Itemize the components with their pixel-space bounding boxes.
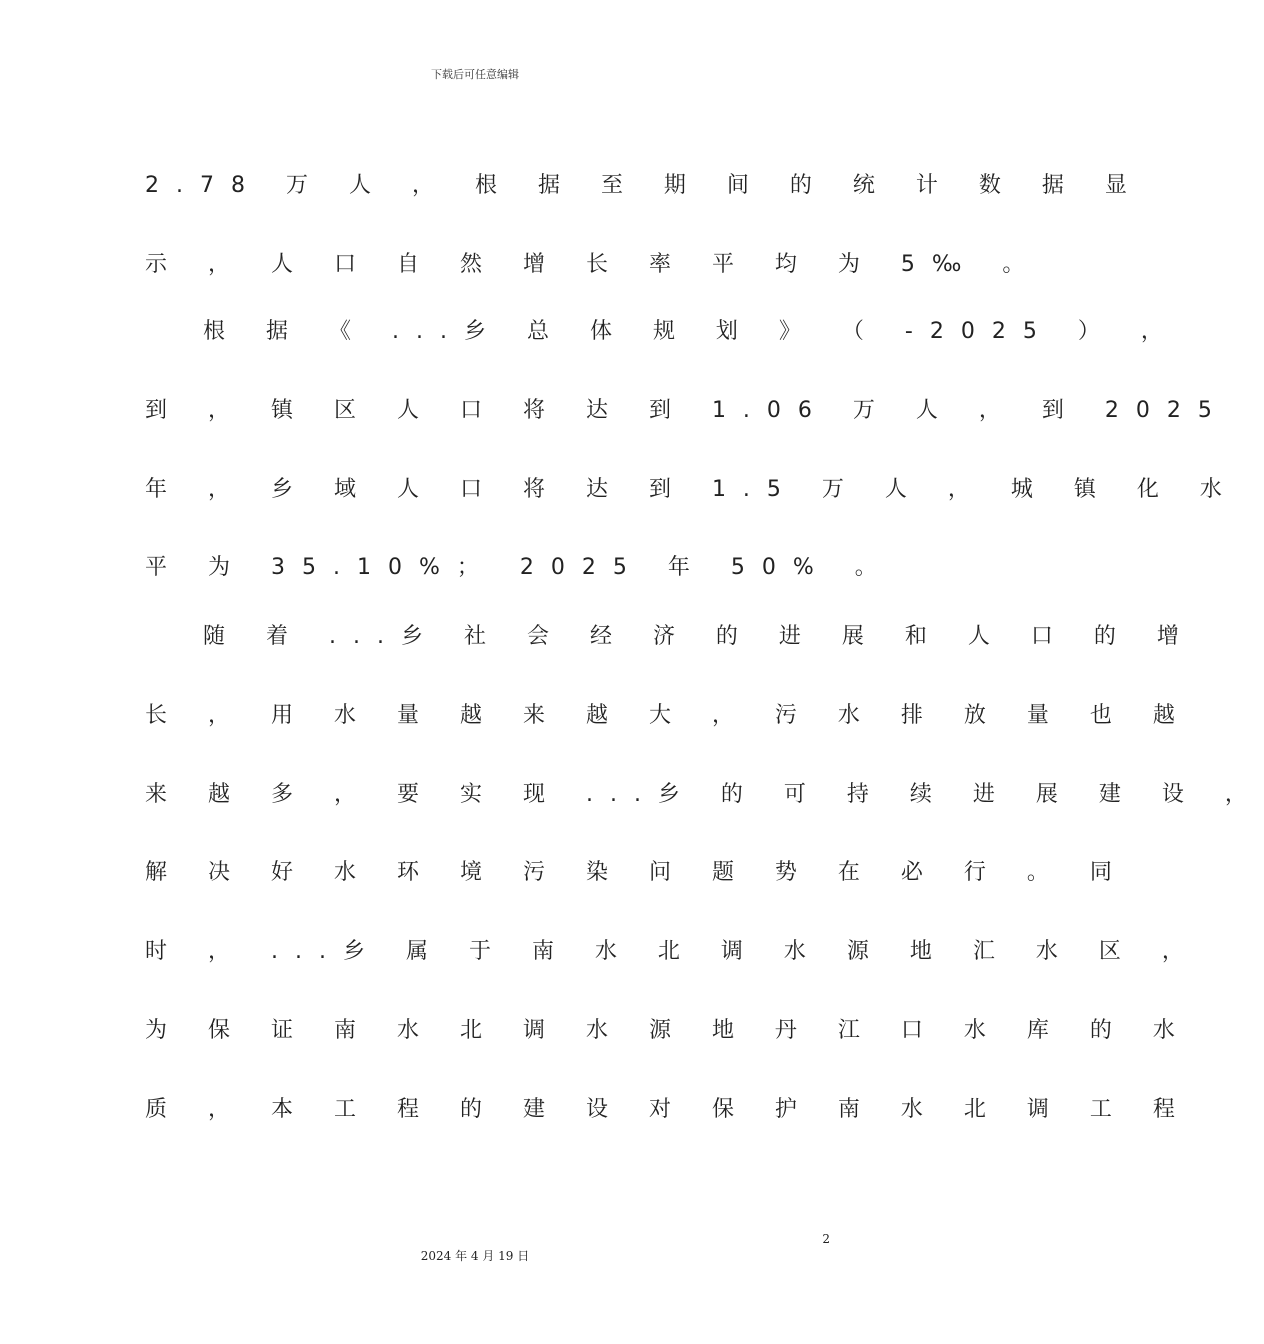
body-line: 时 ， ...乡 属 于 南 水 北 调 水 源 地 汇 水 区 ， <box>145 939 1201 964</box>
body-line: 质 ， 本 工 程 的 建 设 对 保 护 南 水 北 调 工 程 <box>145 1097 1192 1122</box>
body-line: 解 决 好 水 环 境 污 染 问 题 势 在 必 行 。 同 <box>145 860 1129 885</box>
body-line: 年 ， 乡 域 人 口 将 达 到 1.5 万 人 ， 城 镇 化 水 <box>145 477 1239 502</box>
paragraph-first-line: 根 据 《 ...乡 总 体 规 划 》 （ -2025 ） ， <box>203 319 1180 344</box>
paragraph-first-line: 随 着 ...乡 社 会 经 济 的 进 展 和 人 口 的 增 <box>203 624 1196 649</box>
body-line: 示 ， 人 口 自 然 增 长 率 平 均 为 5‰ 。 <box>145 252 1042 277</box>
body-line: 为 保 证 南 水 北 调 水 源 地 丹 江 口 水 库 的 水 <box>145 1018 1192 1043</box>
page-footer-date: 2024 年 4 月 19 日 <box>420 1249 530 1263</box>
body-line: 长 ， 用 水 量 越 来 越 大 ， 污 水 排 放 量 也 越 <box>145 703 1192 728</box>
page-number: 2 <box>822 1232 830 1246</box>
body-line: 平 为 35.10%； 2025 年 50% 。 <box>145 555 894 580</box>
body-line: 到 ， 镇 区 人 口 将 达 到 1.06 万 人 ， 到 2025 <box>145 398 1229 423</box>
page-header: 下载后可任意编辑 <box>431 68 519 81</box>
body-line: 来 越 多 ， 要 实 现 ...乡 的 可 持 续 进 展 建 设 ， <box>145 782 1264 807</box>
body-line: 2.78 万 人 ， 根 据 至 期 间 的 统 计 数 据 显 <box>145 173 1144 198</box>
